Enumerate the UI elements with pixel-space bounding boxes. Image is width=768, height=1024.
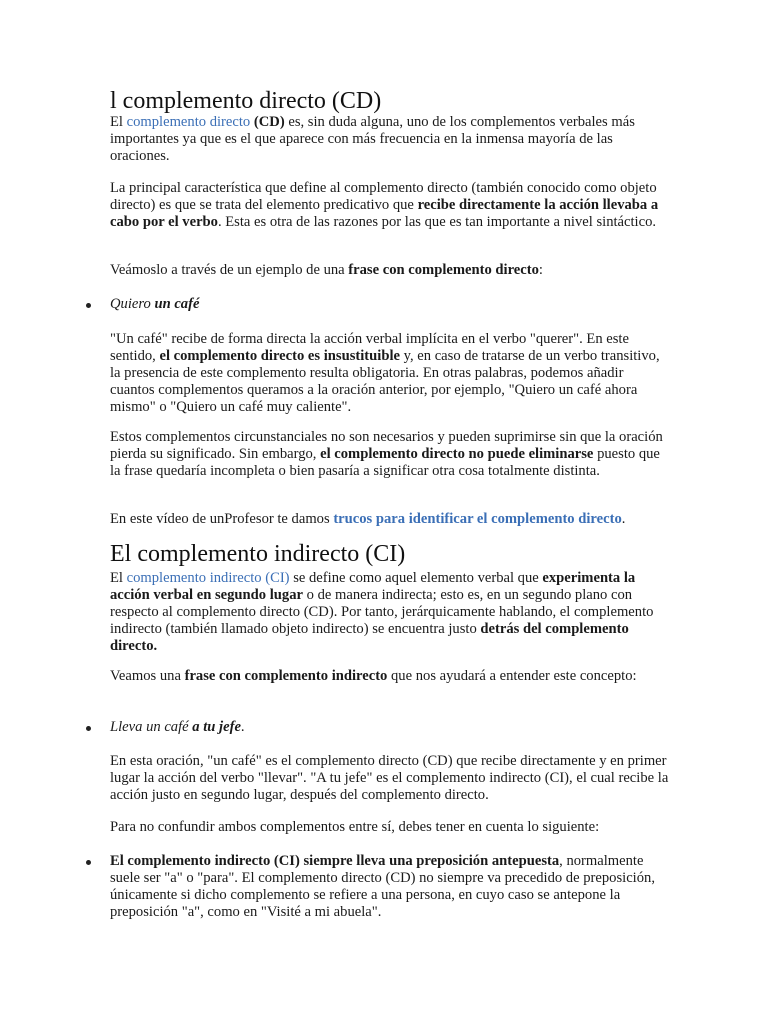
paragraph-circunstanciales: Estos complementos circunstanciales no son necesarios y pueden suprimirse sin que la oración pierda su significado. Sin embargo, el complemento directo no puede eliminarse puesto que la frase quedaría incompleta o bien pasaría a significar otra cosa totalmente distinta. bbox=[110, 429, 663, 479]
paragraph-un-cafe: "Un café" recibe de forma directa la acción verbal implícita en el verbo "querer". En este sentido, el complemento directo es insustituible y, en caso de tratarse de un verbo transitivo, la presencia de este complemento resulta obligatoria. En otras palabras, podemos añadir cuantos complementos queramos a la oración anterior, por ejemplo, "Quiero un café ahora mismo" o "Quiero un café muy caliente". bbox=[110, 331, 660, 415]
bullet-dot bbox=[86, 303, 91, 308]
paragraph-cd-caracteristica: La principal característica que define al complemento directo (también conocido como objeto directo) es que se trata del elemento predicativo que recibe directamente la acción llevaba a cabo por el verbo. Esta es otra de las razones por las que es tan importante a nivel sintáctico. bbox=[110, 180, 659, 230]
paragraph-cd-ejemplo-intro: Veámoslo a través de un ejemplo de una frase con complemento directo: bbox=[110, 262, 543, 278]
section-heading-ci: El complemento indirecto (CI) bbox=[110, 541, 406, 567]
bullet-dot bbox=[86, 860, 91, 865]
paragraph-ci-ejemplo-intro: Veamos una frase con complemento indirecto que nos ayudará a entender este concepto: bbox=[110, 668, 637, 684]
section-heading-cd: l complemento directo (CD) bbox=[110, 88, 382, 114]
paragraph-esta-oracion: En esta oración, "un café" es el complemento directo (CD) que recibe directamente y en primer lugar la acción del verbo "llevar". "A tu jefe" es el complemento indirecto (CI), el cual recibe la acción justo en segundo lugar, después del complemento directo. bbox=[110, 753, 669, 803]
link-complemento-indirecto[interactable]: complemento indirecto (CI) bbox=[126, 570, 290, 586]
cd-abbrev: (CD) bbox=[253, 114, 285, 130]
bullet-preposicion: El complemento indirecto (CI) siempre lleva una preposición antepuesta, normalmente suele ser "a" o "para". El complemento directo (CD) no siempre va precedido de preposición, únicamente si dicho complemento se refiere a una persona, en cuyo caso se antepone la preposición "a", como en "Visité a mi abuela". bbox=[110, 853, 655, 920]
paragraph-ci-intro: El complemento indirecto (CI) se define como aquel elemento verbal que experimenta la acción verbal en segundo lugar o de manera indirecta; esto es, en un segundo plano con respecto al complemento directo (CD). Por tanto, jerárquicamente hablando, el complemento indirecto (también llamado objeto indirecto) se encuentra justo detrás del complemento directo. bbox=[110, 570, 654, 654]
link-complemento-directo[interactable]: complemento directo bbox=[126, 114, 251, 130]
paragraph-video: En este vídeo de unProfesor te damos trucos para identificar el complemento directo. bbox=[110, 511, 626, 527]
link-trucos[interactable]: trucos para identificar el complemento directo bbox=[333, 511, 622, 527]
example-quiero-cafe: Quiero un café bbox=[110, 296, 200, 312]
paragraph-cd-intro: El complemento directo (CD) es, sin duda alguna, uno de los complementos verbales más importantes ya que es el que aparece con más frecuencia en la inmensa mayoría de las oraciones. bbox=[110, 114, 635, 164]
example-lleva-cafe: Lleva un café a tu jefe. bbox=[110, 719, 245, 735]
bullet-dot bbox=[86, 726, 91, 731]
paragraph-no-confundir: Para no confundir ambos complementos entre sí, debes tener en cuenta lo siguiente: bbox=[110, 819, 600, 835]
